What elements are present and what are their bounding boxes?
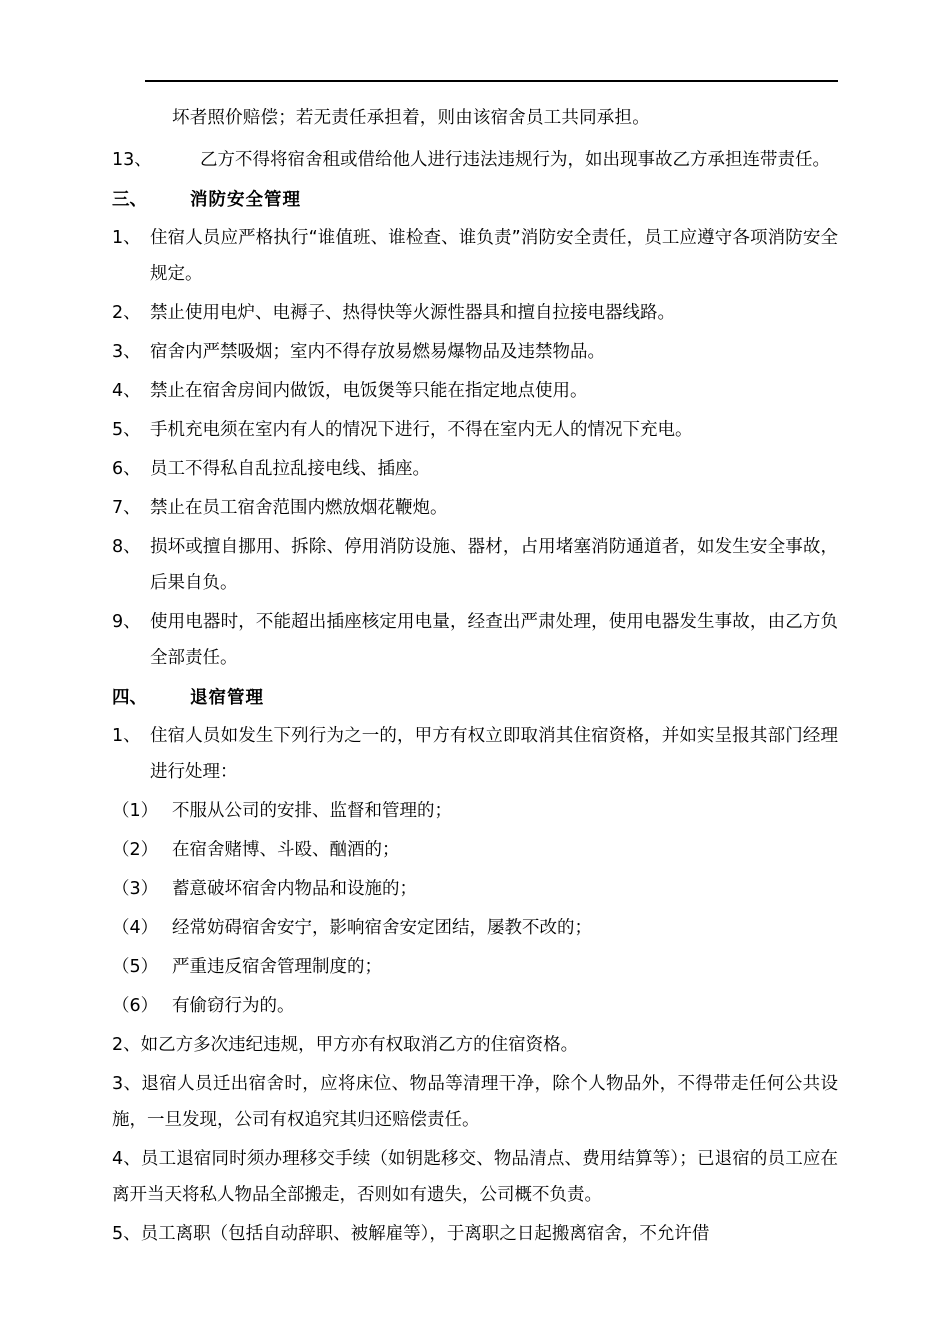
list-item-text: 员工不得私自乱拉乱接电线、插座。 <box>150 459 430 479</box>
list-item <box>112 220 838 292</box>
list-item <box>112 142 838 178</box>
paragraph-continuation: 坏者照价赔偿；若无责任承担着，则由该宿舍员工共同承担。 <box>172 108 650 128</box>
sub-list-item-number: （1） <box>112 801 159 821</box>
paragraph: 2、如乙方多次违纪违规，甲方亦有权取消乙方的住宿资格。 <box>112 1035 579 1055</box>
list-item-number: 2、 <box>112 303 141 323</box>
list-item <box>112 604 838 676</box>
sub-list-item <box>112 832 838 868</box>
paragraph: 4、员工退宿同时须办理移交手续（如钥匙移交、物品清点、费用结算等）；已退宿的员工应在离开当天将私人物品全部搬走，否则如有遗失，公司概不负责。 <box>112 1149 838 1205</box>
section-title: 退宿管理 <box>190 688 264 708</box>
list-item-number: 9、 <box>112 612 141 632</box>
list-item-text: 宿舍内严禁吸烟；室内不得存放易燃易爆物品及违禁物品。 <box>150 342 605 362</box>
list-item-number: 7、 <box>112 498 141 518</box>
list-item-number: 4、 <box>112 381 141 401</box>
list-item-text: 禁止在宿舍房间内做饭，电饭煲等只能在指定地点使用。 <box>150 381 588 401</box>
list-item <box>112 412 838 448</box>
list-item <box>112 529 838 601</box>
sub-list-item <box>112 949 838 985</box>
sub-list-item <box>112 910 838 946</box>
sub-list-item-number: （6） <box>112 996 159 1016</box>
list-item-text: 手机充电须在室内有人的情况下进行，不得在室内无人的情况下充电。 <box>150 420 693 440</box>
list-item-number: 5、 <box>112 420 141 440</box>
list-item-text: 使用电器时，不能超出插座核定用电量，经查出严肃处理，使用电器发生事故，由乙方负全部责任。 <box>150 612 838 668</box>
sub-list-item <box>112 988 838 1024</box>
sub-list-item <box>112 793 838 829</box>
list-item-text: 禁止使用电炉、电褥子、热得快等火源性器具和擅自拉接电器线路。 <box>150 303 675 323</box>
header-divider-rule <box>145 80 838 82</box>
sub-list-item-text: 经常妨碍宿舍安宁，影响宿舍安定团结，屡教不改的； <box>172 918 592 938</box>
sub-list-item-text: 严重违反宿舍管理制度的； <box>172 957 382 977</box>
list-item-text: 禁止在员工宿舍范围内燃放烟花鞭炮。 <box>150 498 448 518</box>
sub-list-item-text: 在宿舍赌博、斗殴、酗酒的； <box>172 840 400 860</box>
sub-list-item <box>112 871 838 907</box>
sub-list-item-number: （5） <box>112 957 159 977</box>
list-item-text: 住宿人员应严格执行“谁值班、谁检查、谁负责”消防安全责任，员工应遵守各项消防安全规定。 <box>150 228 838 284</box>
sub-list-item-number: （4） <box>112 918 159 938</box>
list-item-number: 1、 <box>112 726 141 746</box>
list-item <box>112 334 838 370</box>
sub-list-item-text: 不服从公司的安排、监督和管理的； <box>172 801 452 821</box>
section-number: 四、 <box>112 688 147 708</box>
sub-list-item-text: 蓄意破坏宿舍内物品和设施的； <box>172 879 417 899</box>
paragraph: 5、员工离职（包括自动辞职、被解雇等），于离职之日起搬离宿舍，不允许借 <box>112 1224 710 1244</box>
list-item-text: 损坏或擅自挪用、拆除、停用消防设施、器材，占用堵塞消防通道者，如发生安全事故，后果自负。 <box>150 537 838 593</box>
section-heading-checkout <box>112 680 838 716</box>
section-heading-fire-safety <box>112 182 838 218</box>
section-title: 消防安全管理 <box>190 190 301 210</box>
sub-list-item-number: （3） <box>112 879 159 899</box>
list-item <box>112 295 838 331</box>
list-item <box>112 718 838 790</box>
list-item-number: 3、 <box>112 342 141 362</box>
paragraph: 3、退宿人员迁出宿舍时，应将床位、物品等清理干净，除个人物品外，不得带走任何公共设施，一旦发现，公司有权追究其归还赔偿责任。 <box>112 1074 838 1130</box>
list-item-number: 6、 <box>112 459 141 479</box>
document-body <box>112 0 838 1252</box>
list-item-text: 乙方不得将宿舍租或借给他人进行违法违规行为，如出现事故乙方承担连带责任。 <box>200 150 830 170</box>
list-item-number: 8、 <box>112 537 141 557</box>
list-item-number: 1、 <box>112 228 141 248</box>
list-item <box>112 373 838 409</box>
list-item-text: 住宿人员如发生下列行为之一的，甲方有权立即取消其住宿资格，并如实呈报其部门经理进行处理： <box>150 726 838 782</box>
sub-list-item-number: （2） <box>112 840 159 860</box>
list-item <box>112 490 838 526</box>
list-item <box>112 451 838 487</box>
section-number: 三、 <box>112 190 147 210</box>
list-item-number: 13、 <box>112 150 152 170</box>
sub-list-item-text: 有偷窃行为的。 <box>172 996 295 1016</box>
